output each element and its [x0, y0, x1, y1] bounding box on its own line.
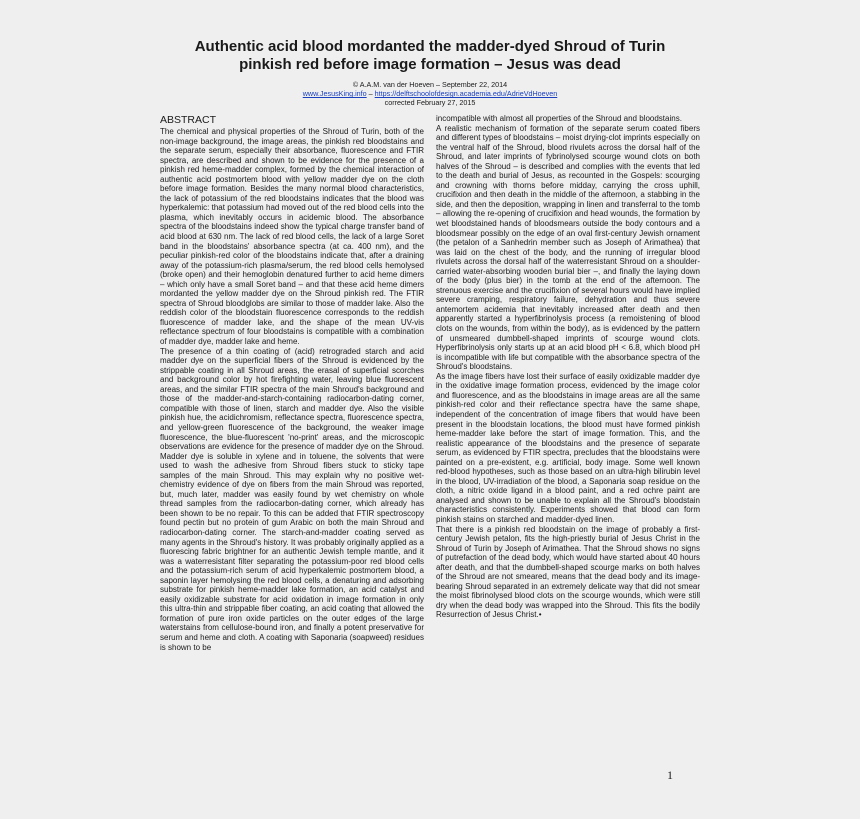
link-separator: –: [366, 89, 375, 98]
page-number: 1: [667, 768, 673, 782]
paper-title: [160, 38, 700, 74]
paper-meta: [160, 80, 700, 107]
corrected-line: corrected February 27, 2015: [384, 98, 476, 107]
text-columns: [160, 114, 700, 652]
author-line: © A.A.M. van der Hoeven – September 22, 2014: [352, 80, 508, 89]
abstract-heading: ABSTRACT: [160, 114, 217, 126]
paragraph: The chemical and physical properties of the Shroud of Turin, both of the non-image background, the image areas, the pinkish red bloodstains and the separate serum, especially their absorbance, fluorescence and FTIR spectra, are described and shown to be evidence for the presence of a pinkish red heme-madder complex, formed by the chemical interaction of authentic acid postmortem blood with yellow madder dye on the cloth before image formation. Besides the many normal blood characteristics, the lack of potassium of the red bloodstains indicates that the blood was hyperkalemic: that potassium had moved out of the red blood cells into the plasma, which inevitably occurs in acidemic blood. The absorbance spectra of the bloodstains indeed show the typical charge transfer band of acid blood at 630 nm. The lack of red blood cells, the lack of a large Soret band in the bloodstains' absorbance spectra (at ca. 400 nm), and the peculiar pinkish-red color of the bloodstains indicate that, after a draining away of the potassium-rich plasma/serum, the red blood cells hemolysed (broke open) and their hemoglobin denatured further to acid heme dimers – which only have a small Soret band – and that these acid heme dimers mordanted the yellow madder dye on the Shroud pinkish red. The FTIR spectra of Shroud bloodglobs are similar to those of madder lake. Also the reddish color of the bloodstain fluorescence corresponds to the reddish fluorescence of madder lake, and the shape of the mean UV-vis reflectance spectrum of four bloodstains is compatible with a combination of madder dye, madder lake and heme.: [160, 127, 424, 347]
paragraph: incompatible with almost all properties of the Shroud and bloodstains.: [436, 114, 682, 123]
title-line-1: Authentic acid blood mordanted the madder-dyed Shroud of Turin: [194, 38, 666, 55]
paragraph: That there is a pinkish red bloodstain on the image of probably a first-century Jewish petalon, fits the high-priestly burial of Jesus Christ in the Shroud of Turin by Joseph of Arimathea. That the Shroud shows no signs of putrefaction of the dead body, which would have started about 40 hours after death, and that the dumbbell-shaped scourge marks on both halves of the Shroud are not smeared, means that the dead body and its image-bearing Shroud separated in an extremely delicate way that did not smear the moist fibrinolysed blood clots on the scourge wounds, which were still dry when the dead body was wrapped into the Shroud. This fits the bodily Resurrection of Jesus Christ.•: [436, 524, 700, 620]
links-line: [160, 89, 700, 98]
right-column: [436, 114, 700, 652]
left-column: [160, 114, 424, 652]
paragraph: The presence of a thin coating of (acid) retrograded starch and acid madder dye on the superficial fibers of the Shroud is evidenced by the strippable coating in all Shroud areas, the erasal of superficial scorches and background color by hot firefighting water, leaving blue fluorescent areas, and the similar FTIR spectra of the main Shroud's background and those of the madder-and-starch-containing radiocarbon-dating corner, compatible with those of linen, starch and madder dye. Also the visible pinkish hue, the acidichromism, reflectance spectra, fluorescence spectra, and yellow-green fluorescence of the background, the weaker image fluorescence, the blue-fluorescent 'no-print' areas, and the microscopic observations are evidence for the presence of madder dye on the Shroud. Madder dye is soluble in xylene and in toluene, the solvents that were used to wash the adhesive from Shroud fibers stuck to sticky tape samples of the main Shroud. This may explain why no positive wet-chemistry evidence of dye on fibers from the main Shroud was reported, but, much later, madder was easily found by wet chemistry on whole thread samples from the radiocarbon-dating corner, which already has been shown to be no repair. To this can be added that FTIR spectroscopy found pectin but no protein of gum Arabic on both the main Shroud and radiocarbon-dating corner. The starch-and-madder coating served as many agents in the Shroud's history. It was probably originally applied as a fluorescing fabric brightner for an authentic Jewish temple mantle, and it was a waterresistant filter separating the potassium-poor red blood cells and the potassium-rich serum of acid hyperkalemic postmortem blood, a saponin layer hemolysing the red blood cells, a denaturing and adsorbing substrate for pinkish heme-madder lake formation, an acid catalyst and easily oxidizable substrate for acid oxidation in image formation in only this ultra-thin and strippable fiber coating, an acid coating that allowed the formation of pure iron oxide particles on the outer edges of the large waterstains from cellulose-bound iron, and finally a potent preservative for serum and heme and cloth. A coating with Saponaria (soapweed) residues is shown to be: [160, 346, 424, 652]
title-line-2: pinkish red before image formation – Jesus was dead: [239, 56, 621, 73]
paragraph: As the image fibers have lost their surface of easily oxidizable madder dye in the oxidative image formation process, evidenced by the image color and fluorescence, and as the bloodstains in image areas are all the same pinkish-red color and their reflectance spectra have the same shape, independent of the concentration of image fibers that would have been present in the bloodstain locations, the blood must have formed pinkish heme-madder lake before the start of image formation. This, and the realistic appearance of the bloodstains and the presence of separate serum, as evidenced by FTIR spectra, precludes that the bloodstains were painted on a pre-existent, e.g. artificial, body image. Some well known red-blood hypotheses, such as those based on an ultra-high bilirubin level in the blood, UV-irradiation of the blood, a Saponaria soap residue on the cloth, a nitric oxide ligand in a blood paint, and a red ochre paint are analysed and shown to be unable to explain all the Shroud's bloodstain characteristics consistently. Experiments showed that blood can form pinkish stains on starched and madder-dyed linen.: [436, 371, 700, 524]
academia-link[interactable]: https://delftschoolofdesign.academia.edu/AdrieVdHoeven: [374, 89, 558, 98]
paragraph: A realistic mechanism of formation of the separate serum coated fibers and different types of bloodstains – moist drying-clot imprints especially on the ventral half of the Shroud, blood rivulets across the dorsal half of the Shroud, and later imprints of fybrinolysed scourge wound clots on both halves of the Shroud – is described and complies with the events that led to the death and burial of Jesus, as recounted in the Gospels: scourging and crowning with thorns before midday, carrying the cross uphill, crucifixion and then death in the middle of the afternoon, a stabbing in the side, and then the deposition, wrapping in linen and transferral to the tomb – allowing the re-opening of crucifixion and head wounds, the formation by wet bloodstained hands of bloodsmears outside the body contours and a bloodsmear possibly on the edge of an oval first-century Jewish ornament (the petalon of a Sanhedrin member such as Joseph of Arimathea) that was laid on the chest of the body, and the running of irregular blood rivulets across the dorsal half of the waterresistant Shroud on a shoulder-carried water-absorbing wooden burial bier –, and finally the laying down of the body (plus bier) in the tomb at the end of the afternoon. The strenuous exercise and the crucifixion of several hours would have implied severe cramping, respiratory failure, dehydration and thus severe antemortem acidemia that inevitably increased after death and then apparently started a hyperfibrinolysis process (a remoistening of blood clots on the wounds, from within the body), as is evidenced by the pattern of unsmeared dumbbell-shaped imprints of scourge wound clots. Hyperfibrinolysis only starts up at an acid blood pH < 6.8, which blood pH is incompatible with life but compatible with the absorbance spectra of the Shroud's bloodstains.: [436, 123, 700, 372]
jesusking-link[interactable]: www.JesusKing.info: [302, 89, 367, 98]
